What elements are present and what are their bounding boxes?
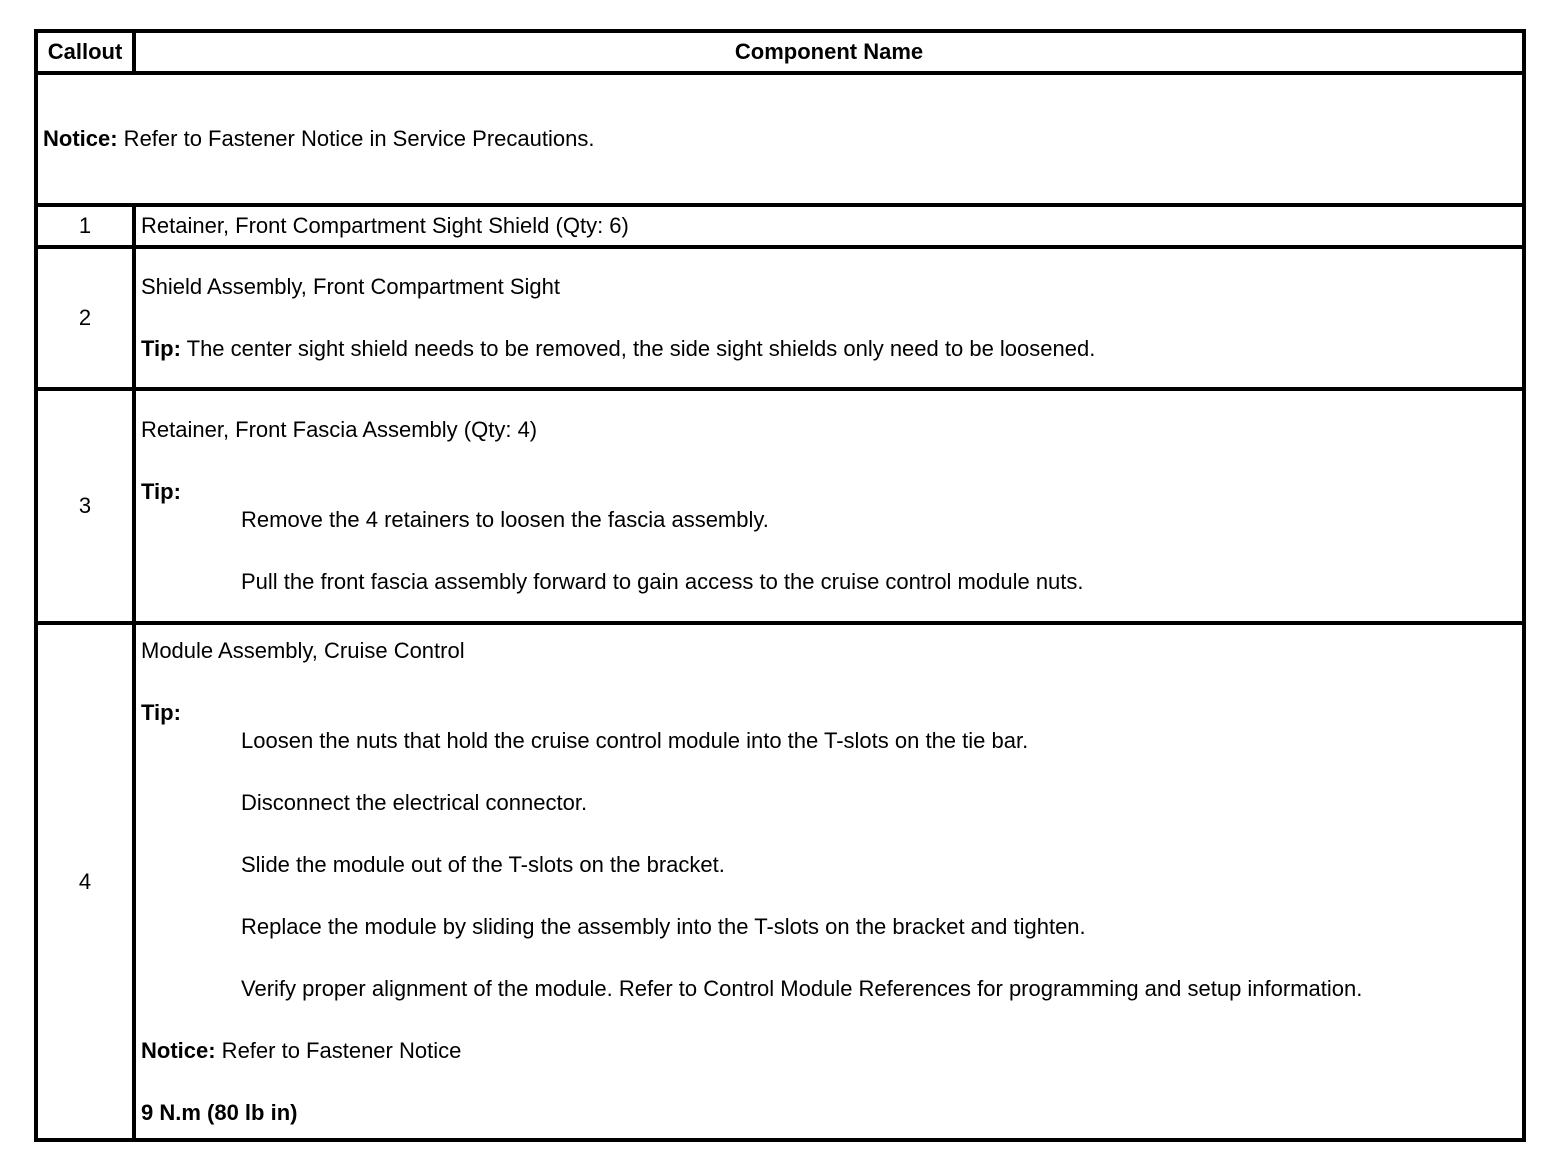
component-cell [134, 623, 1524, 1140]
table-row [36, 389, 1524, 623]
component-name: Retainer, Front Fascia Assembly (Qty: 4) [141, 417, 538, 442]
document-page [34, 29, 1522, 1139]
notice-cell [36, 73, 1524, 205]
component-name: Shield Assembly, Front Compartment Sight [141, 274, 560, 299]
callout-table [34, 29, 1526, 1142]
header-callout: Callout [36, 31, 134, 73]
table-row [36, 205, 1524, 247]
tip-step: Remove the 4 retainers to loosen the fascia assembly. [241, 507, 769, 532]
callout-number: 3 [36, 389, 134, 623]
tip-step: Verify proper alignment of the module. Refer to Control Module References for programming and setup information. [241, 975, 1363, 1001]
notice-row [36, 73, 1524, 205]
tip-step: Pull the front fascia assembly forward to gain access to the cruise control module nuts. [241, 569, 1084, 594]
component-name: Module Assembly, Cruise Control [141, 637, 465, 663]
tip-step: Replace the module by sliding the assembly into the T-slots on the bracket and tighten. [241, 913, 1086, 939]
notice-text: Refer to Fastener Notice [215, 1037, 462, 1063]
callout-number: 4 [36, 623, 134, 1140]
callout-number: 2 [36, 247, 134, 389]
notice-line [141, 1037, 1517, 1065]
tip-step: Slide the module out of the T-slots on the bracket. [241, 851, 725, 877]
tip-step: Loosen the nuts that hold the cruise control module into the T-slots on the tie bar. [241, 727, 1029, 753]
table-row [36, 247, 1524, 389]
tip-step: Disconnect the electrical connector. [241, 789, 588, 815]
callout-number: 1 [36, 205, 134, 247]
component-cell [134, 389, 1524, 623]
tip-text: The center sight shield needs to be removed, the side sight shields only need to be loosened. [180, 336, 1096, 361]
torque-spec: 9 N.m (80 lb in) [141, 1099, 298, 1125]
table-row [36, 623, 1524, 1140]
notice-text: Refer to Fastener Notice in Service Precautions. [117, 126, 595, 151]
tip-label: Tip: [141, 336, 181, 361]
tip-label: Tip: [141, 699, 181, 725]
component-name: Retainer, Front Compartment Sight Shield (Qty: 6) [134, 205, 1524, 247]
notice-label: Notice: [43, 126, 118, 151]
tip-label: Tip: [141, 479, 181, 504]
notice-label: Notice: [141, 1037, 216, 1063]
component-cell [134, 247, 1524, 389]
tip-line [141, 335, 1517, 363]
header-component-name: Component Name [134, 31, 1524, 73]
table-header-row [36, 31, 1524, 73]
